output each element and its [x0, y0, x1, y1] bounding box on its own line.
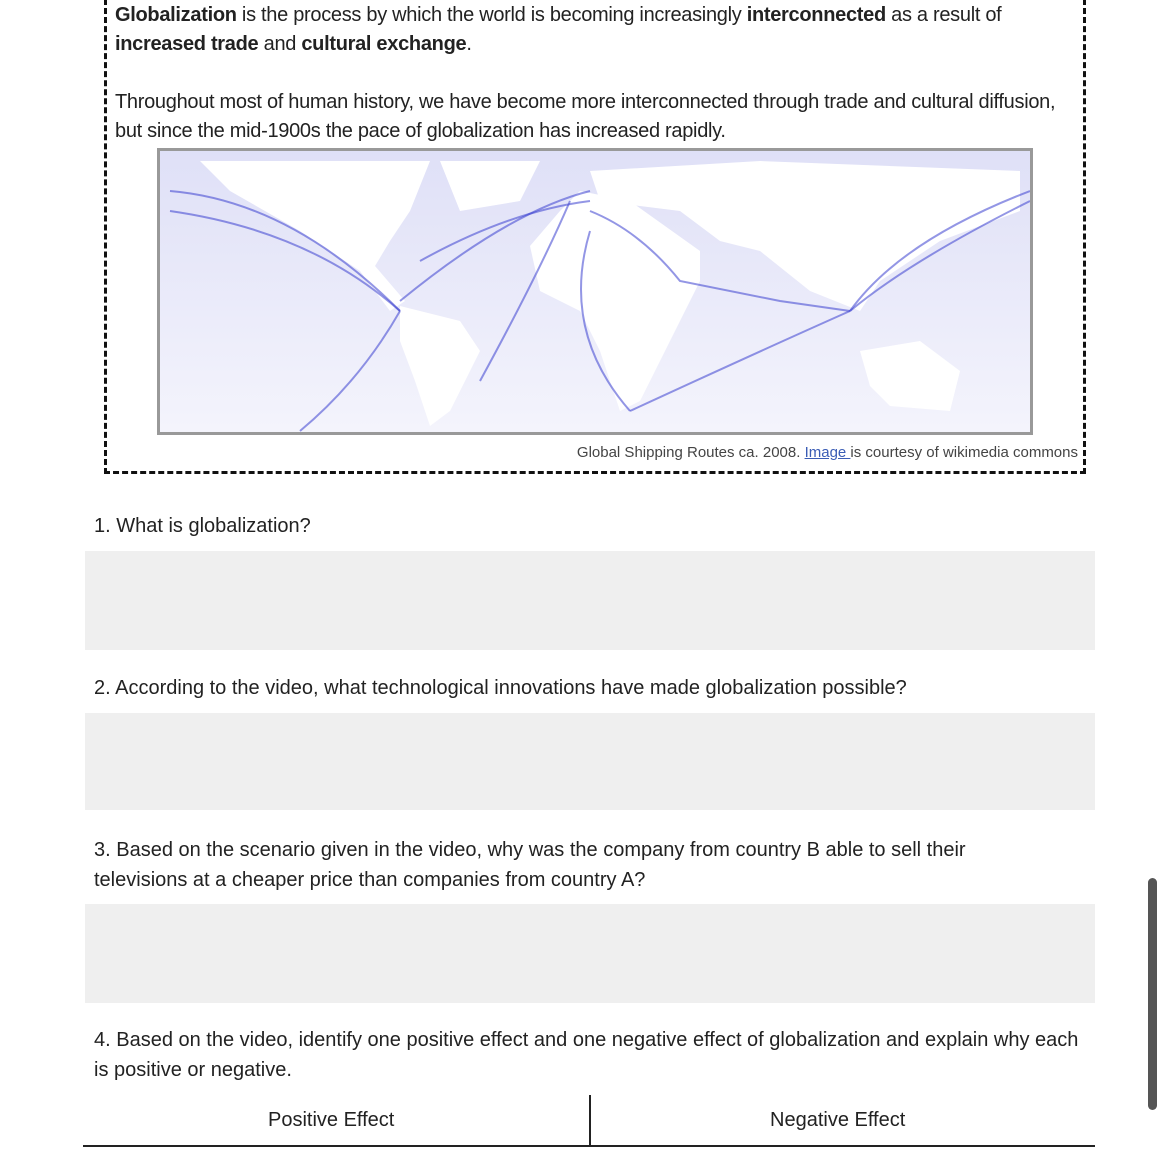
table-divider [589, 1095, 591, 1147]
scrollbar[interactable] [1148, 878, 1157, 1110]
caption-credit: is courtesy of wikimedia commons [850, 444, 1078, 461]
definition-text: . [466, 33, 472, 55]
definition-text: and [258, 33, 302, 55]
map-caption [577, 444, 1078, 461]
bold-term: cultural exchange [301, 33, 467, 55]
caption-text: Global Shipping Routes ca. 2008. [576, 444, 805, 461]
shipping-routes-map [157, 148, 1033, 435]
question-2: 2. According to the video, what technological innovations have made globalization possible? [94, 677, 907, 699]
answer-field-3[interactable] [85, 904, 1095, 1003]
question-1: 1. What is globalization? [94, 515, 311, 537]
answer-field-2[interactable] [85, 713, 1095, 810]
positive-effect-header: Positive Effect [268, 1109, 395, 1131]
globalization-definition [115, 1, 1075, 59]
definition-text: as a result of [885, 4, 1002, 26]
image-link[interactable]: Image [804, 444, 851, 461]
table-header-line [83, 1145, 1095, 1147]
history-paragraph: Throughout most of human history, we have become more interconnected through trade and cultural diffusion, but since the mid-1900s the pace of globalization has increased rapidly. [115, 91, 1056, 142]
definition-text: is the process by which the world is becoming increasingly [236, 4, 747, 26]
answer-field-1[interactable] [85, 551, 1095, 650]
question-4: 4. Based on the video, identify one positive effect and one negative effect of globalization and explain why each is positive or negative. [94, 1029, 1079, 1081]
bold-term: increased trade [115, 33, 259, 55]
bold-term: interconnected [746, 4, 886, 26]
question-3: 3. Based on the scenario given in the video, why was the company from country B able to sell their televisions at a cheaper price than companies from country A? [94, 839, 966, 891]
negative-effect-header: Negative Effect [770, 1109, 906, 1131]
bold-term: Globalization [115, 4, 237, 26]
